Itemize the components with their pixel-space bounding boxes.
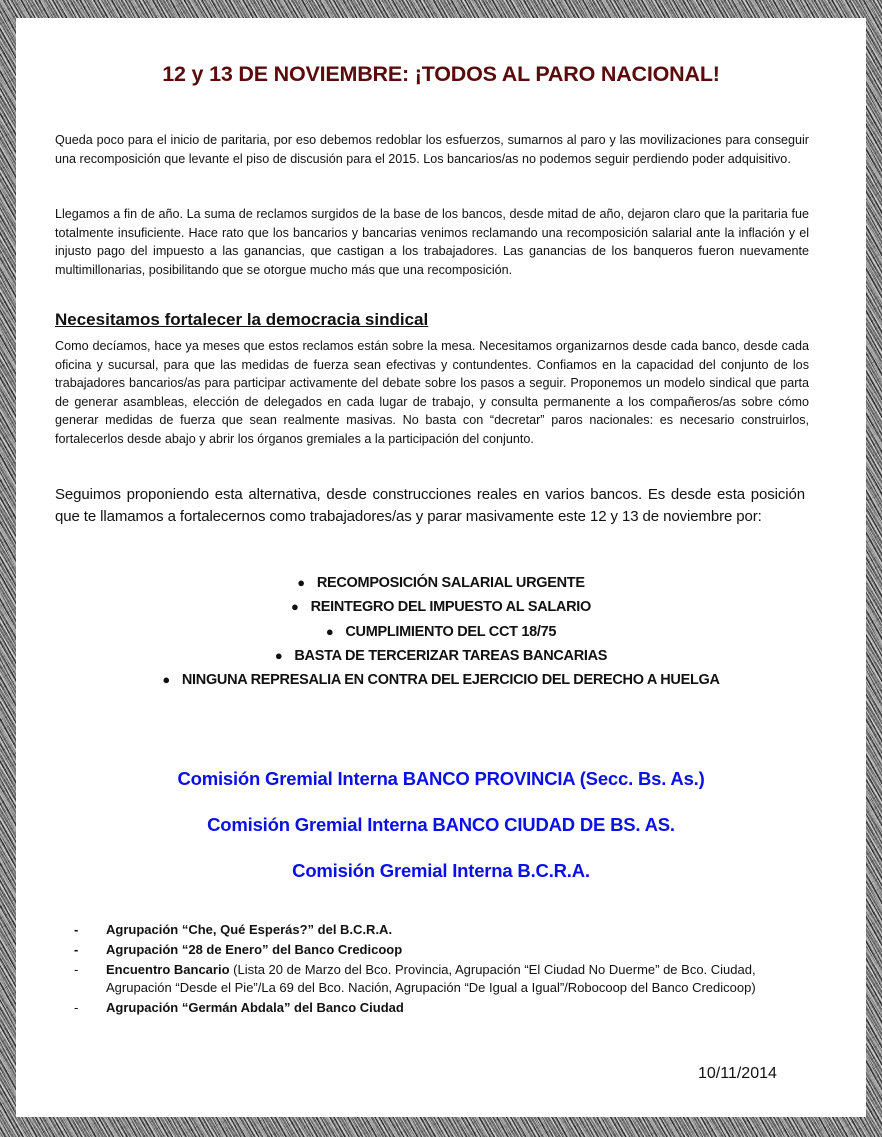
document-page — [16, 18, 866, 1117]
commission-bcra: Comisión Gremial Interna B.C.R.A. — [292, 860, 590, 881]
dash-icon: - — [74, 942, 79, 957]
commissions-block — [16, 756, 866, 894]
dash-icon: - — [74, 1000, 79, 1015]
demand-item — [16, 571, 866, 595]
group-item — [74, 941, 794, 959]
group-name: Agrupación “28 de Enero” del Banco Credicoop — [106, 942, 403, 957]
demand-text: RECOMPOSICIÓN SALARIAL URGENTE — [316, 575, 585, 591]
demand-text: REINTEGRO DEL IMPUESTO AL SALARIO — [310, 599, 591, 616]
group-item — [74, 921, 794, 939]
group-item — [74, 961, 794, 997]
document-date: 10/11/2014 — [698, 1065, 777, 1082]
bullet-icon: ● — [162, 672, 170, 688]
commission-ciudad: Comisión Gremial Interna BANCO CIUDAD DE BS. AS. — [207, 814, 675, 835]
group-detail: (Lista 20 de Marzo del Bco. Provincia, Agrupación “El Ciudad No Duerme” de Bco. Ciudad, Agrupación “Desde el Pie”/La 69 del Bco. Nación, Agrupación “De Igual a Igual”/Robocoop del Banco Credicoop) — [106, 962, 756, 995]
commission-provincia: Comisión Gremial Interna BANCO PROVINCIA (Secc. Bs. As.) — [177, 768, 705, 789]
demand-item — [16, 620, 866, 644]
demand-text: BASTA DE TERCERIZAR TAREAS BANCARIAS — [294, 647, 608, 664]
bullet-icon: ● — [274, 647, 283, 663]
group-name: Encuentro Bancario — [106, 962, 230, 977]
group-name: Agrupación “Germán Abdala” del Banco Ciudad — [106, 1000, 404, 1015]
demand-item — [16, 668, 866, 692]
section-paragraph: Como decíamos, hace ya meses que estos reclamos están sobre la mesa. Necesitamos organizarnos desde cada banco, desde cada oficina y sucursal, para que las medidas de fuerza sean efectivas y contundentes. Confiamos en la capacidad del conjunto de los trabajadores bancarios/as para participar activamente del debate sobre los pasos a seguir. Proponemos un modelo sindical que parta de generar asambleas, elección de delegados en cada lugar de trabajo, y consulta permanente a los compañeros/as sobre cómo generar medidas de fuerza que sean realmente masivas. No basta con “decretar” paros nacionales: es necesario construirlos, fortalecerlos desde abajo y abrir los órganos gremiales a la participación del conjunto. — [55, 339, 809, 446]
demands-list — [16, 571, 866, 692]
context-paragraph: Llegamos a fin de año. La suma de reclamos surgidos de la base de los bancos, desde mitad de año, dejaron claro que la paritaria fue totalmente insuficiente. Hace rato que los bancarios y bancarias venimos reclamando una recomposición salarial ante la inflación y el injusto pago del impuesto a las ganancias, que castigan a los trabajadores. Las ganancias de los banqueros fueron nuevamente multimillonarias, posibilitando que se otorgue mucho más que una recomposición. — [55, 207, 809, 277]
bullet-icon: ● — [325, 623, 334, 639]
demand-item — [16, 595, 866, 619]
call-paragraph: Seguimos proponiendo esta alternativa, desde construcciones reales en varios bancos. Es desde esta posición que te llamamos a fortalecernos como trabajadores/as y parar masivamente este 12 y 13 de noviembre por: — [55, 486, 805, 525]
bullet-icon: ● — [291, 599, 299, 615]
groups-list — [74, 921, 794, 1019]
demand-item — [16, 644, 866, 668]
document-title: 12 y 13 DE NOVIEMBRE: ¡TODOS AL PARO NACIONAL! — [162, 62, 720, 86]
dash-icon: - — [74, 962, 79, 977]
dash-icon: - — [74, 922, 79, 937]
demand-text: CUMPLIMIENTO DEL CCT 18/75 — [345, 623, 557, 640]
demand-text: NINGUNA REPRESALIA EN CONTRA DEL EJERCICIO DEL DERECHO A HUELGA — [181, 672, 720, 689]
group-item — [74, 999, 794, 1017]
section-heading: Necesitamos fortalecer la democracia sindical — [55, 310, 429, 329]
group-name: Agrupación “Che, Qué Esperás?” del B.C.R.A. — [106, 922, 393, 937]
intro-paragraph: Queda poco para el inicio de paritaria, por eso debemos redoblar los esfuerzos, sumarnos al paro y las movilizaciones para conseguir una recomposición que levante el piso de discusión para el 2015. Los bancarios/as no podemos seguir perdiendo poder adquisitivo. — [55, 133, 809, 166]
bullet-icon: ● — [297, 575, 305, 590]
